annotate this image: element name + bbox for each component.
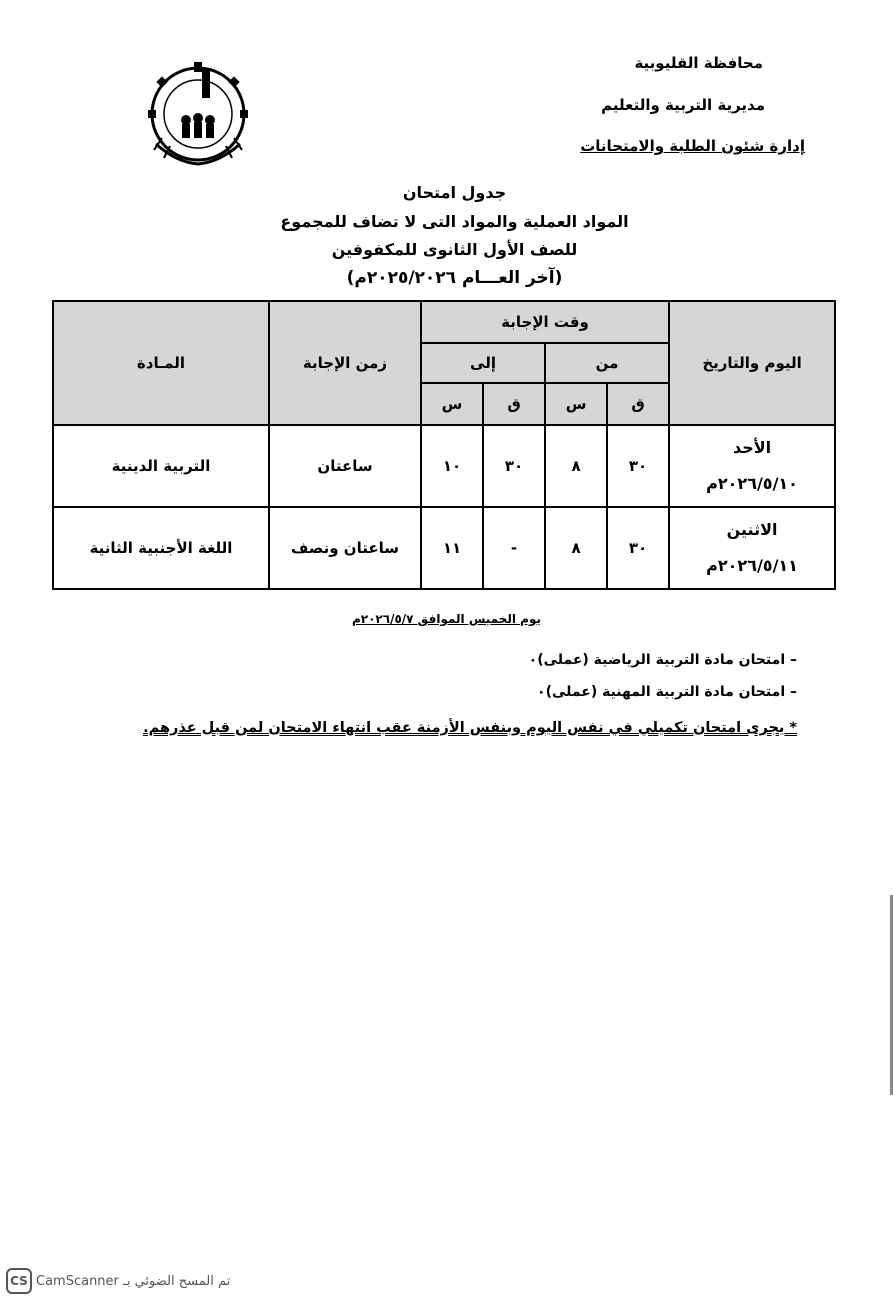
schedule-term: (آخر العـــام ٢٠٢٥/٢٠٢٦م)	[346, 268, 563, 288]
header-to: إلى	[421, 343, 545, 383]
note-makeup-exam: * يجرى امتحان تكميلي في نفس اليوم وبنفس الأزمنة عقب انتهاء الامتحان لمن قبل عذرهم.	[143, 720, 797, 736]
table-row	[53, 507, 835, 589]
row-day: الاثنين	[726, 520, 778, 539]
note-item: – امتحان مادة التربية الرياضية (عملى)٠	[528, 652, 797, 668]
row-to-hour: ١٠	[421, 425, 483, 507]
exam-schedule-table	[52, 300, 836, 590]
table-row	[53, 425, 835, 507]
camscanner-watermark	[6, 1268, 230, 1294]
header-to-hour: س	[421, 383, 483, 425]
row-from-minute: ٣٠	[607, 425, 669, 507]
header-from-hour: س	[545, 383, 607, 425]
schedule-title: جدول امتحان	[402, 183, 507, 202]
row-date: ٢٠٢٦/٥/١١م	[706, 556, 798, 575]
row-day: الأحد	[732, 438, 772, 457]
header-subject: المـادة	[53, 301, 269, 425]
row-day-date	[669, 425, 835, 507]
note-item: – امتحان مادة التربية المهنية (عملى)٠	[537, 684, 797, 700]
header-duration: زمن الإجابة	[269, 301, 421, 425]
row-from-hour: ٨	[545, 507, 607, 589]
ministry-emblem-icon	[136, 58, 260, 170]
header-from: من	[545, 343, 669, 383]
row-from-hour: ٨	[545, 425, 607, 507]
row-duration: ساعتان	[269, 425, 421, 507]
governorate-label: محافظة القليوبية	[634, 54, 763, 72]
camscanner-text: تم المسح الضوئي بـ CamScanner	[36, 1273, 231, 1289]
camscanner-logo-icon: CS	[6, 1268, 32, 1294]
directorate-label: مديرية التربية والتعليم	[601, 96, 765, 114]
row-subject: التربية الدينية	[53, 425, 269, 507]
header-answer-time: وقت الإجابة	[421, 301, 669, 343]
schedule-grade: للصف الأول الثانوى للمكفوفين	[331, 240, 578, 259]
row-subject: اللغة الأجنبية الثانية	[53, 507, 269, 589]
row-duration: ساعتان ونصف	[269, 507, 421, 589]
header-to-minute: ق	[483, 383, 545, 425]
row-to-minute: -	[483, 507, 545, 589]
row-to-minute: ٣٠	[483, 425, 545, 507]
notes-title: يوم الخميس الموافق ٢٠٢٦/٥/٧م	[351, 612, 542, 626]
schedule-subtitle: المواد العملية والمواد التى لا تضاف للمجموع	[280, 212, 629, 231]
row-to-hour: ١١	[421, 507, 483, 589]
header-day-date: اليوم والتاريخ	[669, 301, 835, 425]
header-from-minute: ق	[607, 383, 669, 425]
department-label: إدارة شئون الطلبة والامتحانات	[580, 137, 805, 155]
row-date: ٢٠٢٦/٥/١٠م	[706, 474, 798, 493]
row-from-minute: ٣٠	[607, 507, 669, 589]
row-day-date	[669, 507, 835, 589]
